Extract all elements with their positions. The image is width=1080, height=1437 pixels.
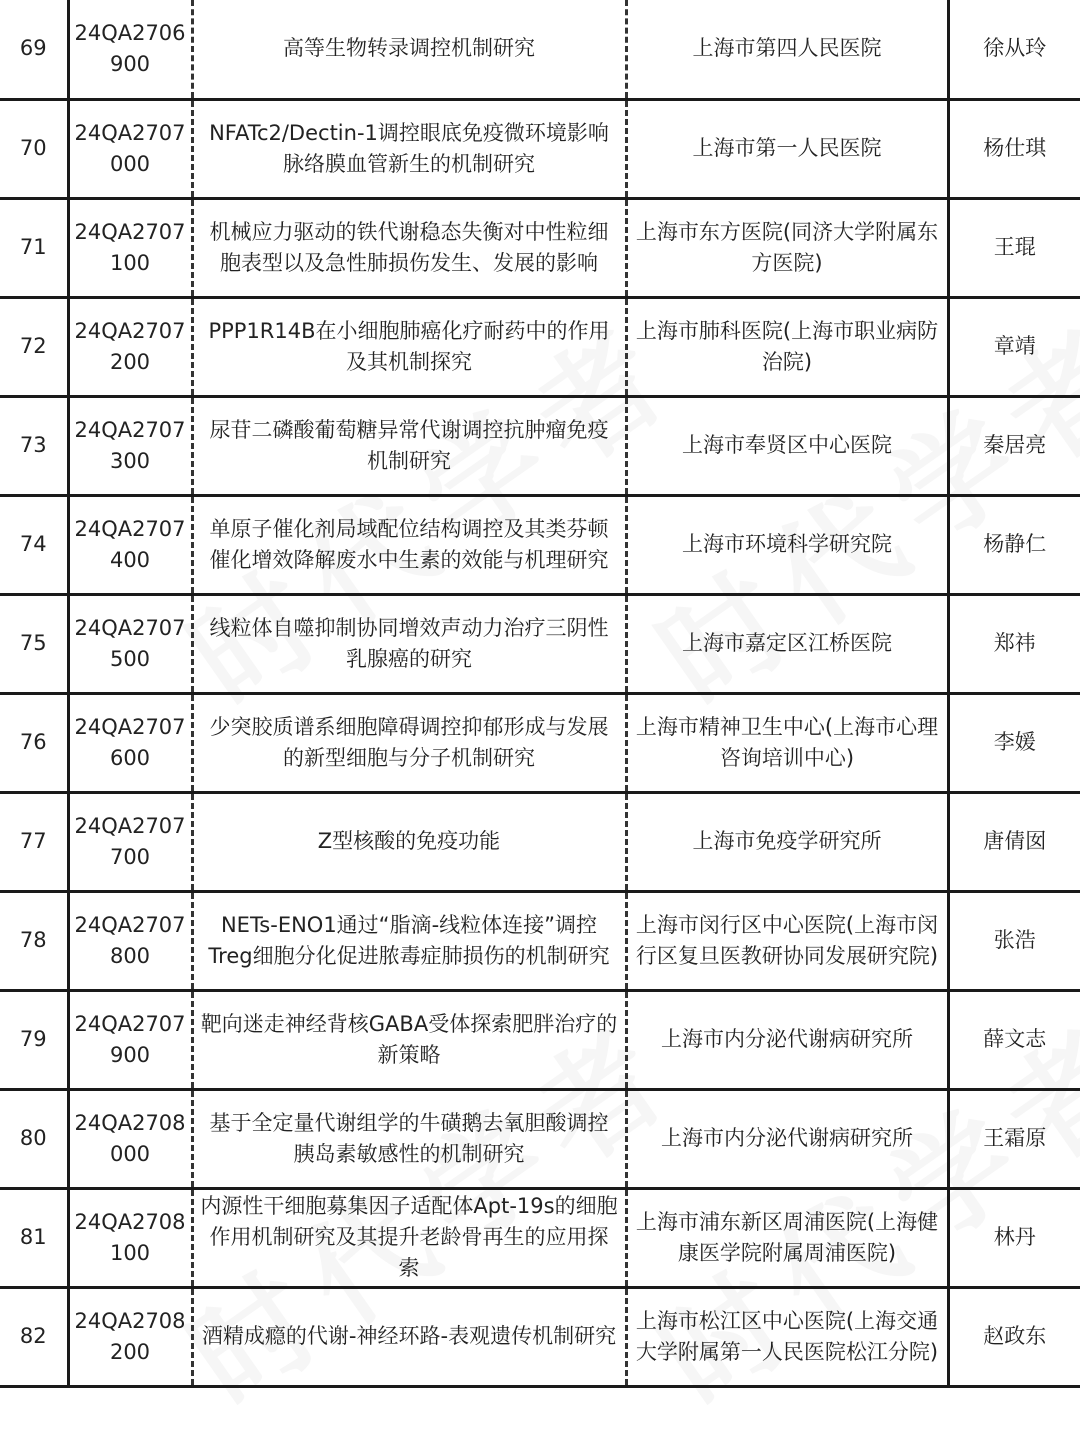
institution-name: 上海市精神卫生中心(上海市心理咨询培训中心) <box>626 693 948 792</box>
table-row <box>0 396 1080 495</box>
row-number: 80 <box>0 1089 68 1188</box>
institution-name: 上海市环境科学研究院 <box>626 495 948 594</box>
row-number: 74 <box>0 495 68 594</box>
project-leader: 王霜原 <box>948 1089 1080 1188</box>
project-leader: 章靖 <box>948 297 1080 396</box>
institution-name: 上海市东方医院(同济大学附属东方医院) <box>626 198 948 297</box>
institution-name: 上海市第四人民医院 <box>626 0 948 99</box>
project-code: 24QA2707 000 <box>68 99 192 198</box>
project-title: 基于全定量代谢组学的牛磺鹅去氧胆酸调控胰岛素敏感性的机制研究 <box>192 1089 626 1188</box>
project-leader: 张浩 <box>948 891 1080 990</box>
row-number: 77 <box>0 792 68 891</box>
table-row <box>0 990 1080 1089</box>
project-code: 24QA2707 800 <box>68 891 192 990</box>
row-number: 79 <box>0 990 68 1089</box>
institution-name: 上海市浦东新区周浦医院(上海健康医学院附属周浦医院) <box>626 1188 948 1287</box>
project-leader: 李媛 <box>948 693 1080 792</box>
table-row <box>0 1089 1080 1188</box>
row-number: 78 <box>0 891 68 990</box>
row-number: 69 <box>0 0 68 99</box>
project-code: 24QA2706 900 <box>68 0 192 99</box>
table-row <box>0 891 1080 990</box>
project-leader: 唐倩囡 <box>948 792 1080 891</box>
project-leader: 杨仕琪 <box>948 99 1080 198</box>
project-code: 24QA2707 100 <box>68 198 192 297</box>
project-leader: 赵政东 <box>948 1287 1080 1386</box>
project-title: 线粒体自噬抑制协同增效声动力治疗三阴性乳腺癌的研究 <box>192 594 626 693</box>
institution-name: 上海市嘉定区江桥医院 <box>626 594 948 693</box>
project-title: Z型核酸的免疫功能 <box>192 792 626 891</box>
project-leader: 郑祎 <box>948 594 1080 693</box>
table-row <box>0 693 1080 792</box>
row-number: 71 <box>0 198 68 297</box>
row-number: 76 <box>0 693 68 792</box>
project-title: 酒精成瘾的代谢-神经环路-表观遗传机制研究 <box>192 1287 626 1386</box>
project-title: 单原子催化剂局域配位结构调控及其类芬顿催化增效降解废水中生素的效能与机理研究 <box>192 495 626 594</box>
project-code: 24QA2708 000 <box>68 1089 192 1188</box>
project-code: 24QA2707 400 <box>68 495 192 594</box>
row-number: 73 <box>0 396 68 495</box>
row-number: 82 <box>0 1287 68 1386</box>
institution-name: 上海市内分泌代谢病研究所 <box>626 990 948 1089</box>
table-row <box>0 0 1080 99</box>
project-code: 24QA2707 900 <box>68 990 192 1089</box>
table-row <box>0 198 1080 297</box>
project-code: 24QA2707 300 <box>68 396 192 495</box>
institution-name: 上海市奉贤区中心医院 <box>626 396 948 495</box>
project-leader: 秦居亮 <box>948 396 1080 495</box>
project-leader: 徐从玲 <box>948 0 1080 99</box>
table-row <box>0 495 1080 594</box>
project-leader: 薛文志 <box>948 990 1080 1089</box>
project-code: 24QA2707 500 <box>68 594 192 693</box>
project-code: 24QA2707 600 <box>68 693 192 792</box>
row-number: 75 <box>0 594 68 693</box>
project-title: NETs-ENO1通过“脂滴-线粒体连接”调控Treg细胞分化促进脓毒症肺损伤的机制研究 <box>192 891 626 990</box>
project-title: 内源性干细胞募集因子适配体Apt-19s的细胞作用机制研究及其提升老龄骨再生的应用探索 <box>192 1188 626 1287</box>
project-code: 24QA2708 200 <box>68 1287 192 1386</box>
table-row <box>0 1287 1080 1386</box>
institution-name: 上海市肺科医院(上海市职业病防治院) <box>626 297 948 396</box>
institution-name: 上海市闵行区中心医院(上海市闵行区复旦医教研协同发展研究院) <box>626 891 948 990</box>
table-row <box>0 297 1080 396</box>
row-number: 70 <box>0 99 68 198</box>
project-leader: 林丹 <box>948 1188 1080 1287</box>
row-number: 72 <box>0 297 68 396</box>
project-title: 靶向迷走神经背核GABA受体探索肥胖治疗的新策略 <box>192 990 626 1089</box>
institution-name: 上海市松江区中心医院(上海交通大学附属第一人民医院松江分院) <box>626 1287 948 1386</box>
project-code: 24QA2708 100 <box>68 1188 192 1287</box>
table-row <box>0 1188 1080 1287</box>
project-title: 少突胶质谱系细胞障碍调控抑郁形成与发展的新型细胞与分子机制研究 <box>192 693 626 792</box>
project-leader: 王琨 <box>948 198 1080 297</box>
project-leader: 杨静仁 <box>948 495 1080 594</box>
project-code: 24QA2707 200 <box>68 297 192 396</box>
institution-name: 上海市内分泌代谢病研究所 <box>626 1089 948 1188</box>
project-title: 尿苷二磷酸葡萄糖异常代谢调控抗肿瘤免疫机制研究 <box>192 396 626 495</box>
project-title: 高等生物转录调控机制研究 <box>192 0 626 99</box>
table-row <box>0 792 1080 891</box>
project-title: 机械应力驱动的铁代谢稳态失衡对中性粒细胞表型以及急性肺损伤发生、发展的影响 <box>192 198 626 297</box>
table-row <box>0 594 1080 693</box>
project-code: 24QA2707 700 <box>68 792 192 891</box>
institution-name: 上海市第一人民医院 <box>626 99 948 198</box>
row-number: 81 <box>0 1188 68 1287</box>
project-title: PPP1R14B在小细胞肺癌化疗耐药中的作用及其机制探究 <box>192 297 626 396</box>
institution-name: 上海市免疫学研究所 <box>626 792 948 891</box>
table-row <box>0 99 1080 198</box>
project-title: NFATc2/Dectin-1调控眼底免疫微环境影响脉络膜血管新生的机制研究 <box>192 99 626 198</box>
